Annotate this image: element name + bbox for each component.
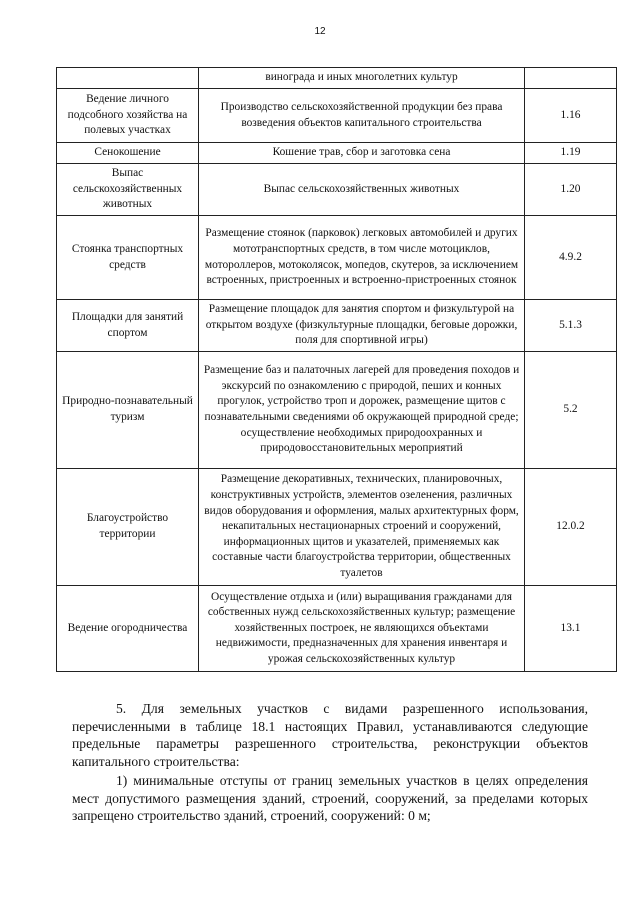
- table-row: [57, 469, 617, 586]
- use-type-description: Размещение площадок для занятия спортом и физкультурой на открытом воздухе (физкультурные площадки, беговые дорожки, поля для спортивной игры): [199, 300, 525, 352]
- use-type-code: 12.0.2: [525, 469, 617, 586]
- use-type-code: 5.1.3: [525, 300, 617, 352]
- use-type-name: Площадки для занятий спортом: [57, 300, 199, 352]
- use-type-description: Осуществление отдыха и (или) выращивания гражданами для собственных нужд сельскохозяйственных культур; размещение хозяйственных построек, не являющихся объектами недвижимости, предназначенных для хранения инвентаря и урожая сельскохозяйственных культур: [199, 586, 525, 672]
- table-row: [57, 300, 617, 352]
- table-row: [57, 586, 617, 672]
- table-row: [57, 68, 617, 89]
- use-type-description: винограда и иных многолетних культур: [199, 68, 525, 89]
- use-type-name: Сенокошение: [57, 143, 199, 164]
- use-type-code: 13.1: [525, 586, 617, 672]
- paragraph-section-5: 5. Для земельных участков с видами разрешенного использования, перечисленными в таблице 18.1 настоящих Правил, устанавливаются следующие предельные параметры разрешенного строительства, реконструкции объектов капитального строительства:: [72, 701, 588, 769]
- use-type-name: [57, 68, 199, 89]
- use-type-code: 4.9.2: [525, 216, 617, 300]
- use-type-code: 1.16: [525, 89, 617, 143]
- use-type-description: Кошение трав, сбор и заготовка сена: [199, 143, 525, 164]
- table-row: [57, 143, 617, 164]
- use-type-code: 1.19: [525, 143, 617, 164]
- use-type-name: Ведение личного подсобного хозяйства на полевых участках: [57, 89, 199, 143]
- table-row: [57, 89, 617, 143]
- use-type-name: Природно-познавательный туризм: [57, 352, 199, 469]
- use-type-name: Благоустройство территории: [57, 469, 199, 586]
- table-row: [57, 216, 617, 300]
- use-type-code: 5.2: [525, 352, 617, 469]
- table-row: [57, 164, 617, 216]
- use-type-description: Размещение стоянок (парковок) легковых автомобилей и других мототранспортных средств, в том числе мотоциклов, мотороллеров, мотоколясок, мопедов, скутеров, за исключением встроенных, пристроенных и встроенно-пристроенных стоянок: [199, 216, 525, 300]
- use-type-name: Стоянка транспортных средств: [57, 216, 199, 300]
- use-type-name: Выпас сельскохозяйственных животных: [57, 164, 199, 216]
- use-type-description: Производство сельскохозяйственной продукции без права возведения объектов капитального строительства: [199, 89, 525, 143]
- use-type-code: 1.20: [525, 164, 617, 216]
- use-type-description: Размещение декоративных, технических, планировочных, конструктивных устройств, элементов озеленения, различных видов оборудования и оформления, малых архитектурных форм, некапитальных нестационарных строений и сооружений, информационных щитов и указателей, применяемых как составные части благоустройства территории, общественных туалетов: [199, 469, 525, 586]
- page-number: 12: [314, 26, 326, 37]
- use-type-description: Размещение баз и палаточных лагерей для проведения походов и экскурсий по ознакомлению с природой, пеших и конных прогулок, устройство троп и дорожек, размещение щитов с познавательными сведениями об окружающей природной среде; осуществление необходимых природоохранных и природовосстановительных мероприятий: [199, 352, 525, 469]
- use-type-code: [525, 68, 617, 89]
- use-type-name: Ведение огородничества: [57, 586, 199, 672]
- use-type-description: Выпас сельскохозяйственных животных: [199, 164, 525, 216]
- paragraph-item-1: 1) минимальные отступы от границ земельных участков в целях определения мест допустимого размещения зданий, строений, сооружений, за пределами которых запрещено строительство зданий, строений, сооружений: 0 м;: [72, 773, 588, 823]
- table-row: [57, 352, 617, 469]
- land-use-table: [56, 67, 617, 672]
